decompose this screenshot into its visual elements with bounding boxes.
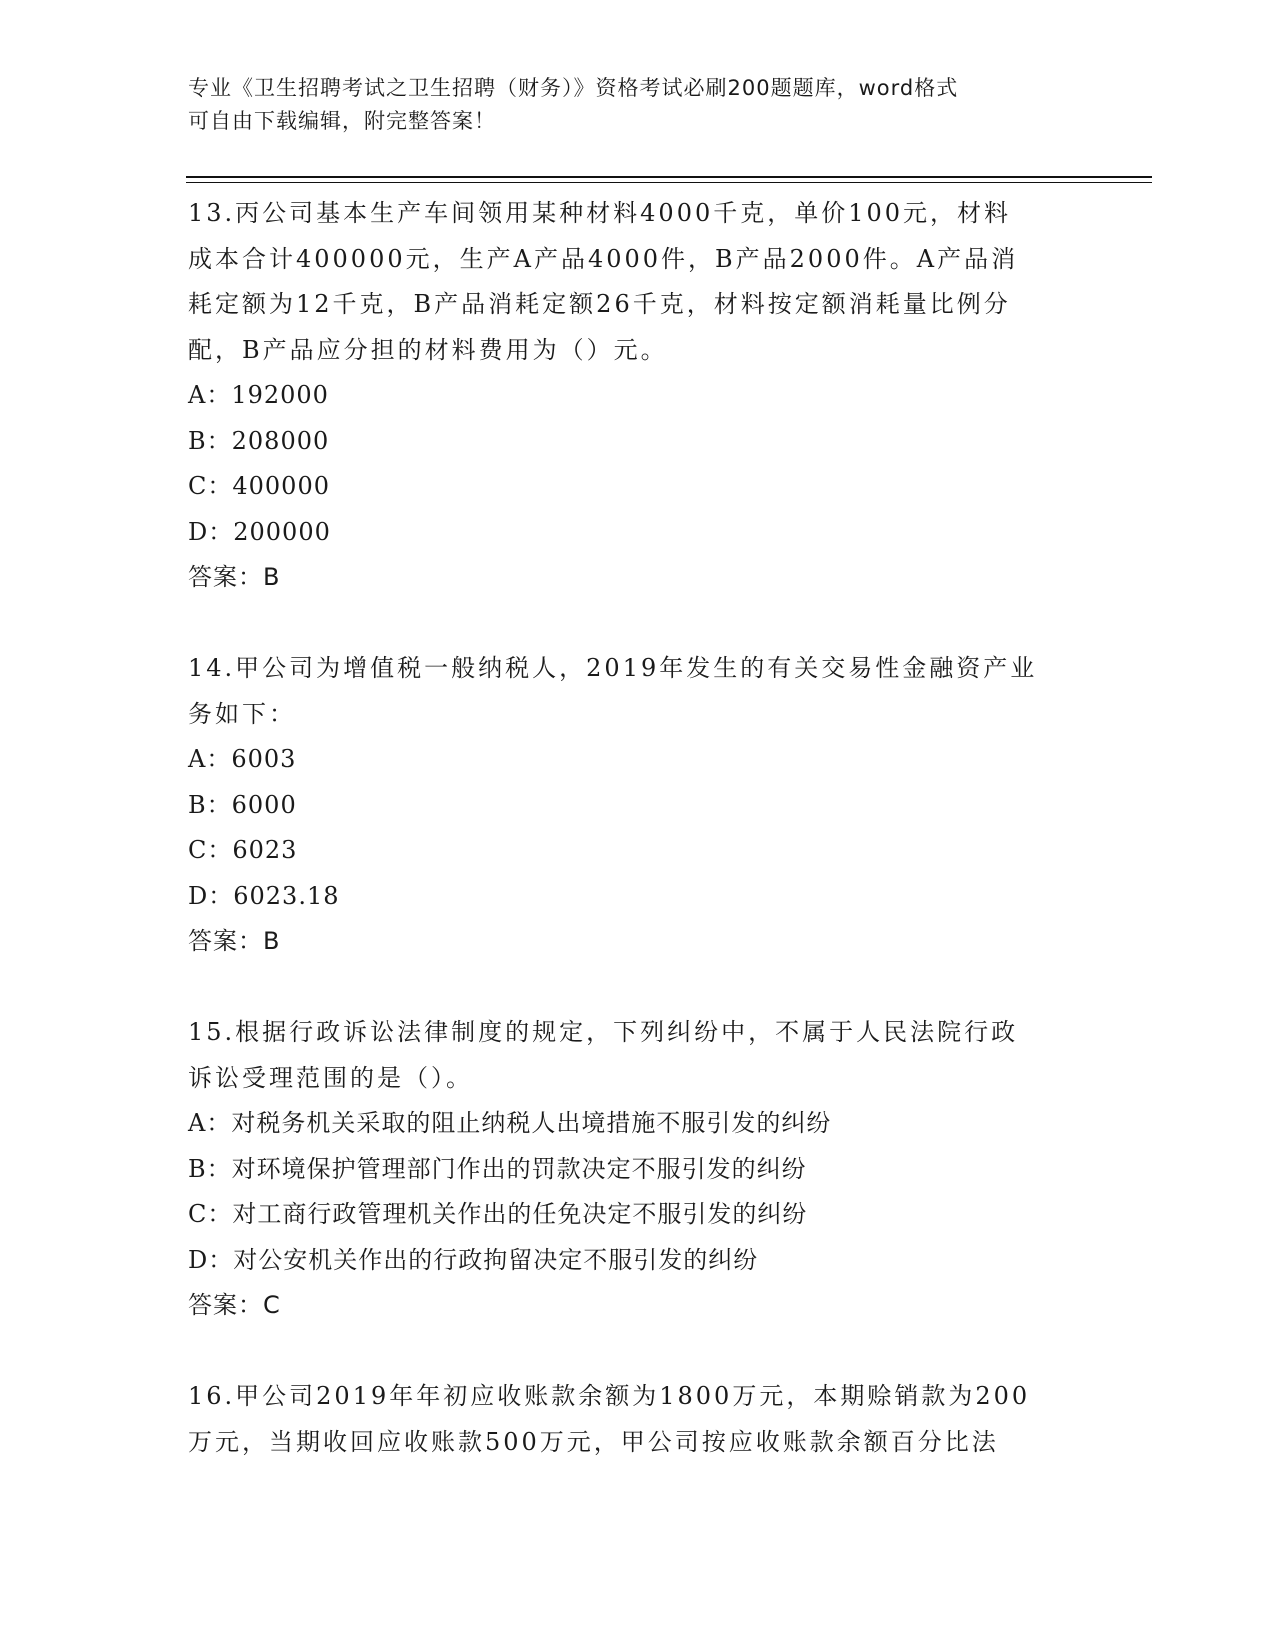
header-line-1: 专业《卫生招聘考试之卫生招聘（财务）》资格考试必刷200题题库，word格式 [188,76,959,100]
option-d: D：200000 [188,517,331,546]
question-line: 万元，当期收回应收账款500万元，甲公司按应收账款余额百分比法 [188,1427,999,1456]
header-line-2: 可自由下载编辑，附完整答案！ [188,109,496,133]
question-14 [188,646,1088,965]
question-line: 诉讼受理范围的是（）。 [188,1063,473,1092]
question-line: 配，B产品应分担的材料费用为（）元。 [188,335,668,364]
question-line: 13.丙公司基本生产车间领用某种材料4000千克，单价100元，材料 [188,199,1012,227]
spacer [188,965,1088,1011]
question-list [188,191,1088,1465]
document-header [188,72,1088,138]
answer: 答案：B [188,927,281,955]
option-a: A：对税务机关采取的阻止纳税人出境措施不服引发的纠纷 [188,1109,832,1137]
question-line: 耗定额为12千克，B产品消耗定额26千克，材料按定额消耗量比例分 [188,290,1011,318]
option-d: D：对公安机关作出的行政拘留决定不服引发的纠纷 [188,1245,759,1274]
option-a: A：192000 [188,381,329,409]
spacer [188,1329,1088,1375]
question-13 [188,191,1088,601]
question-line: 成本合计400000元，生产A产品4000件，B产品2000件。A产品消 [188,244,1019,273]
option-b: B：6000 [188,790,297,819]
option-c: C：6023 [188,836,298,864]
question-line: 16.甲公司2019年年初应收账款余额为1800万元，本期赊销款为200 [188,1382,1031,1410]
question-line: 务如下： [188,699,296,728]
option-d: D：6023.18 [188,881,340,910]
option-a: A：6003 [188,745,297,773]
option-c: C：对工商行政管理机关作出的任免决定不服引发的纠纷 [188,1200,808,1228]
answer: 答案：B [188,563,281,591]
header-rule-thick [186,176,1152,178]
option-b: B：对环境保护管理部门作出的罚款决定不服引发的纠纷 [188,1154,807,1183]
question-16 [188,1374,1088,1465]
question-15 [188,1010,1088,1329]
spacer [188,601,1088,647]
option-c: C：400000 [188,472,330,500]
header-rule-thin [186,182,1152,183]
option-b: B：208000 [188,426,330,455]
answer: 答案：C [188,1291,281,1319]
question-line: 15.根据行政诉讼法律制度的规定，下列纠纷中，不属于人民法院行政 [188,1018,1019,1046]
question-line: 14.甲公司为增值税一般纳税人，2019年发生的有关交易性金融资产业 [188,654,1038,682]
